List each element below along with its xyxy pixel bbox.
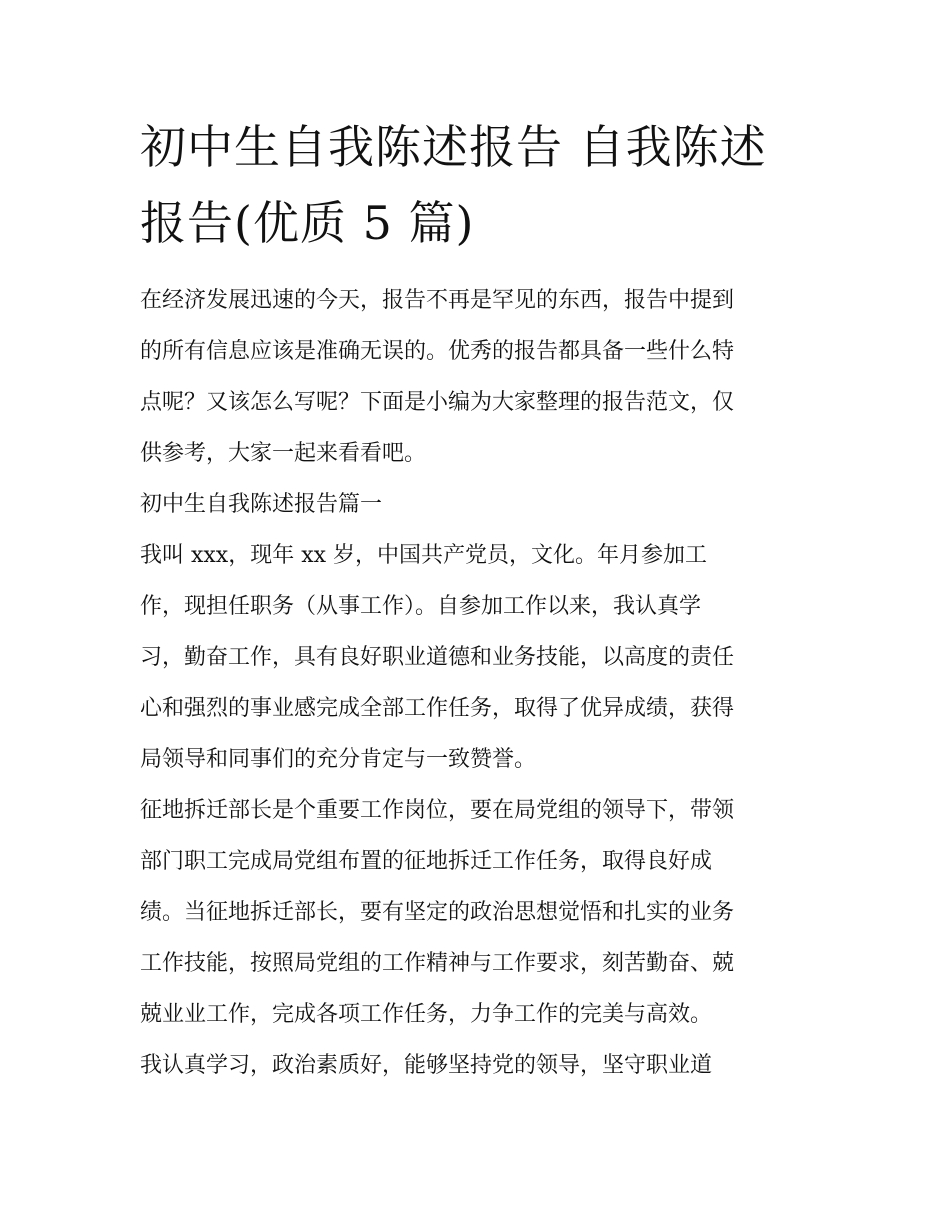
document-body — [140, 282, 830, 1098]
body-line: 兢业业工作，完成各项工作任务，力争工作的完美与高效。 — [140, 1002, 713, 1027]
body-line: 在经济发展迅速的今天，报告不再是罕见的东西，报告中提到 — [140, 288, 735, 313]
title-line-1: 初中生自我陈述报告 自我陈述 — [140, 120, 767, 174]
body-line: 我认真学习，政治素质好，能够坚持党的领导，坚守职业道 — [140, 1053, 713, 1078]
body-line: 征地拆迁部长是个重要工作岗位，要在局党组的领导下，带领 — [140, 798, 735, 823]
document-title — [140, 116, 820, 254]
body-line: 作，现担任职务（从事工作）。自参加工作以来，我认真学 — [140, 594, 702, 619]
body-line: 点呢？又该怎么写呢？下面是小编为大家整理的报告范文，仅 — [140, 390, 735, 415]
body-line: 我叫 xxx，现年 xx 岁，中国共产党员，文化。年月参加工 — [140, 543, 708, 568]
body-line: 心和强烈的事业感完成全部工作任务，取得了优异成绩，获得 — [140, 696, 735, 721]
body-line: 供参考，大家一起来看看吧。 — [140, 441, 427, 466]
body-line: 的所有信息应该是准确无误的。优秀的报告都具备一些什么特 — [140, 339, 735, 364]
section-heading: 初中生自我陈述报告篇一 — [140, 492, 383, 517]
title-line-2: 报告(优质 5 篇) — [140, 196, 475, 250]
body-line: 绩。当征地拆迁部长，要有坚定的政治思想觉悟和扎实的业务 — [140, 900, 735, 925]
body-line: 工作技能，按照局党组的工作精神与工作要求，刻苦勤奋、兢 — [140, 951, 735, 976]
body-line: 部门职工完成局党组布置的征地拆迁工作任务，取得良好成 — [140, 849, 713, 874]
body-line: 局领导和同事们的充分肯定与一致赞誉。 — [140, 747, 537, 772]
body-line: 习，勤奋工作，具有良好职业道德和业务技能，以高度的责任 — [140, 645, 735, 670]
